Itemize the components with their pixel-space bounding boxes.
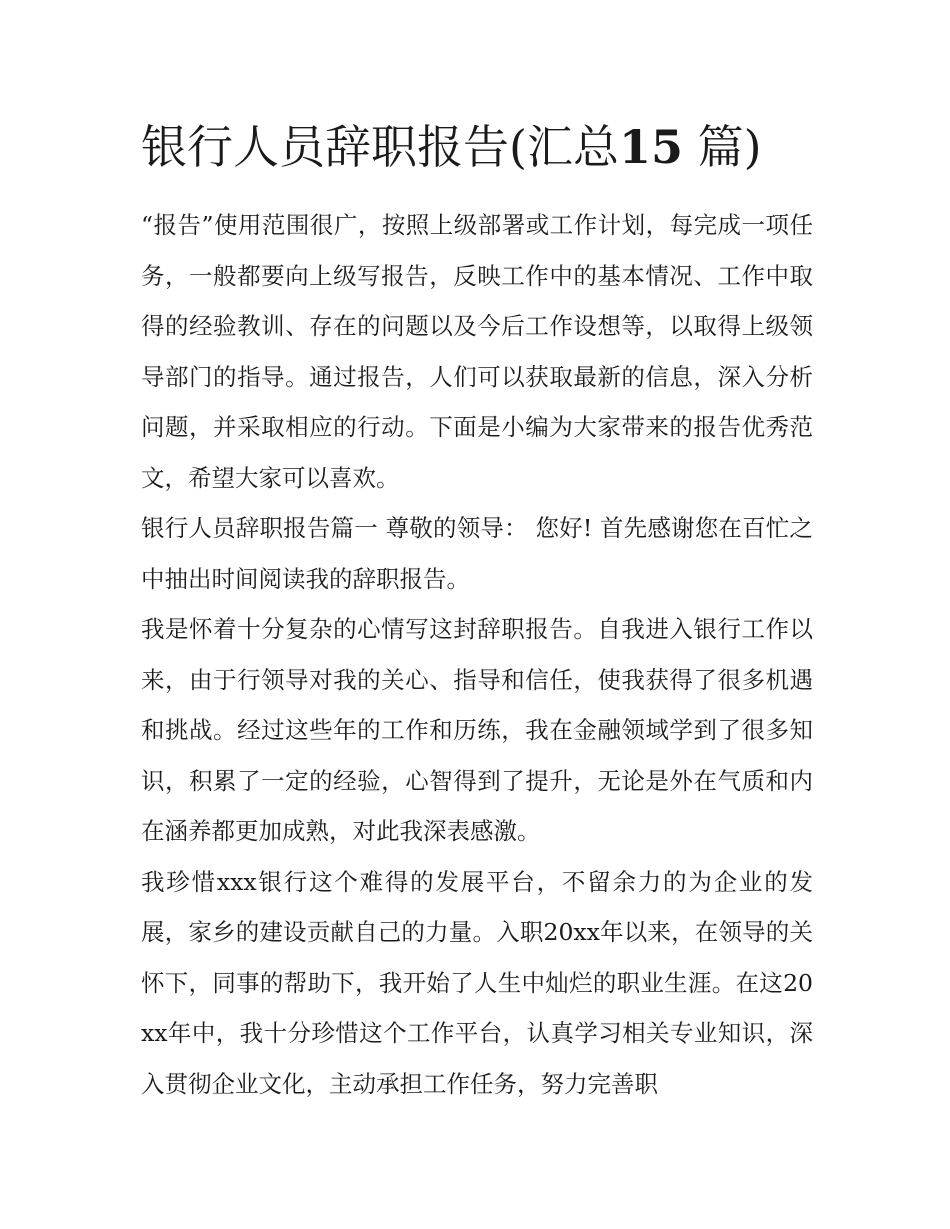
document-content <box>141 112 813 1109</box>
intro-paragraph: “报告”使用范围很广，按照上级部署或工作计划，每完成一项任务，一般都要向上级写报告，反映工作中的基本情况、工作中取得的经验教训、存在的问题以及今后工作设想等，以取得上级领导部门的指导。通过报告，人们可以获取最新的信息，深入分析问题，并采取相应的行动。下面是小编为大家带来的报告优秀范文，希望大家可以喜欢。 <box>141 211 813 492</box>
title-main: 银行人员辞职报告(汇总 <box>141 120 619 174</box>
body-paragraph-2: 我珍惜xxx银行这个难得的发展平台，不留余力的为企业的发展，家乡的建设贡献自己的力量。入职20xx年以来，在领导的关怀下，同事的帮助下，我开始了人生中灿烂的职业生涯。在这20xx年中，我十分珍惜这个工作平台，认真学习相关专业知识，深入贯彻企业文化，主动承担工作任务，努力完善职 <box>141 867 813 1098</box>
document-title <box>141 112 813 182</box>
document-body <box>141 200 813 1109</box>
title-end: 篇) <box>697 120 762 174</box>
title-number: 15 <box>618 120 683 174</box>
salutation-paragraph: 银行人员辞职报告篇一 尊敬的领导： 您好! 首先感谢您在百忙之中抽出时间阅读我的辞职报告。 <box>141 514 813 593</box>
body-paragraph-1: 我是怀着十分复杂的心情写这封辞职报告。自我进入银行工作以来，由于行领导对我的关心、指导和信任，使我获得了很多机遇和挑战。经过这些年的工作和历练，我在金融领域学到了很多知识，积累了一定的经验，心智得到了提升，无论是外在气质和内在涵养都更加成熟，对此我深表感激。 <box>141 615 813 845</box>
